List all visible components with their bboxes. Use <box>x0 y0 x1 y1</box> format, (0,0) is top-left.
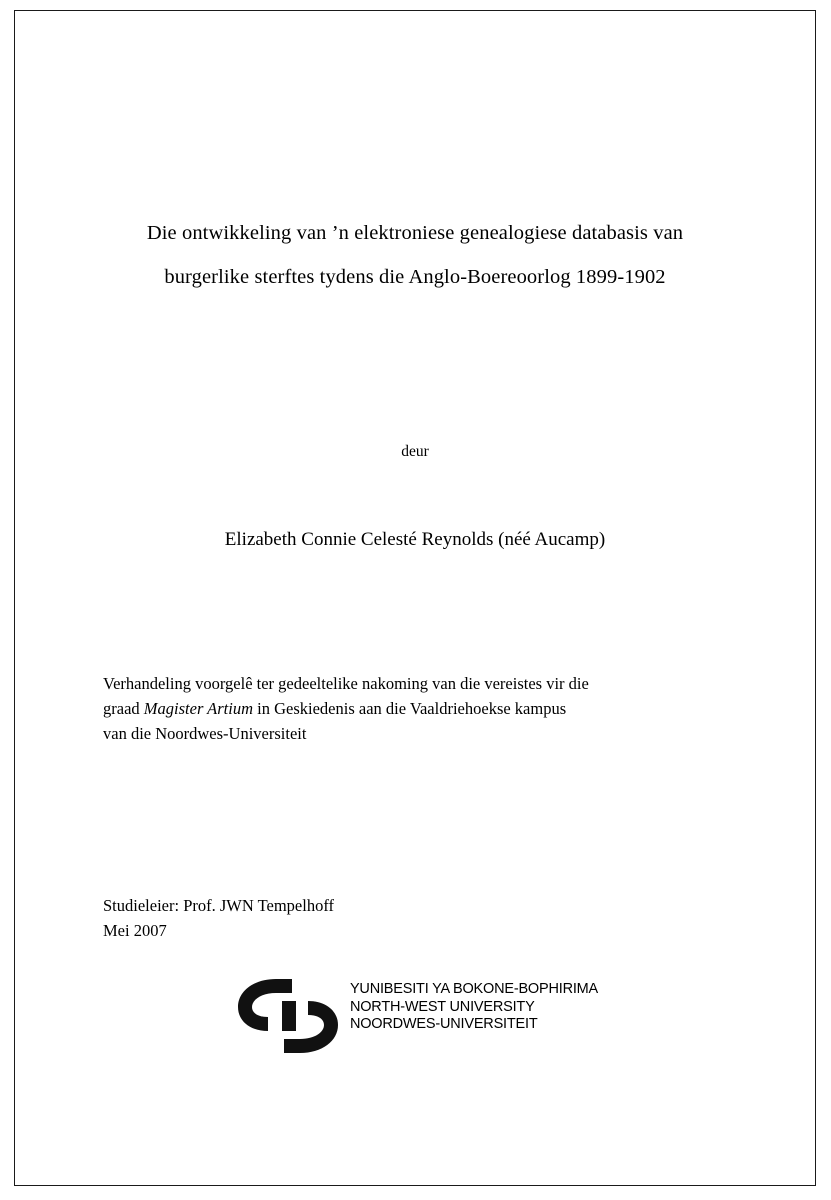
author-name: Elizabeth Connie Celesté Reynolds (néé Aucamp) <box>224 529 606 550</box>
logo-text-line-1: YUNIBESITI YA BOKONE-BOPHIRIMA <box>349 981 599 997</box>
statement-line-3: van die Noordwes-Universiteit <box>103 724 307 743</box>
title-line-2: burgerlike sterftes tydens die Anglo-Boereoorlog 1899-1902 <box>164 266 666 288</box>
statement-line-2-suffix: in Geskiedenis aan die Vaaldriehoekse kampus <box>253 699 567 718</box>
date-line: Mei 2007 <box>103 921 167 940</box>
statement-line-2-prefix: graad <box>103 699 144 718</box>
statement-line-1: Verhandeling voorgelê ter gedeeltelike nakoming van die vereistes vir die <box>103 674 589 693</box>
supervisor-block <box>103 893 334 943</box>
page-border <box>14 10 816 1186</box>
logo-text-line-3: NOORDWES-UNIVERSITEIT <box>349 1016 538 1032</box>
page-content <box>15 11 815 1185</box>
statement-line-2 <box>103 696 727 721</box>
degree-name: Magister Artium <box>143 699 254 718</box>
page-title <box>103 211 727 299</box>
logo-text-line-2: NORTH-WEST UNIVERSITY <box>349 998 535 1015</box>
byline-label: deur <box>401 443 429 460</box>
university-logo <box>15 973 815 1055</box>
supervisor-line: Studieleier: Prof. JWN Tempelhoff <box>103 896 335 915</box>
title-line-1: Die ontwikkeling van ’n elektroniese genealogiese databasis van <box>146 222 684 244</box>
nwu-logo-icon <box>232 977 344 1055</box>
submission-statement <box>103 671 727 746</box>
university-logo-text <box>350 973 598 1034</box>
